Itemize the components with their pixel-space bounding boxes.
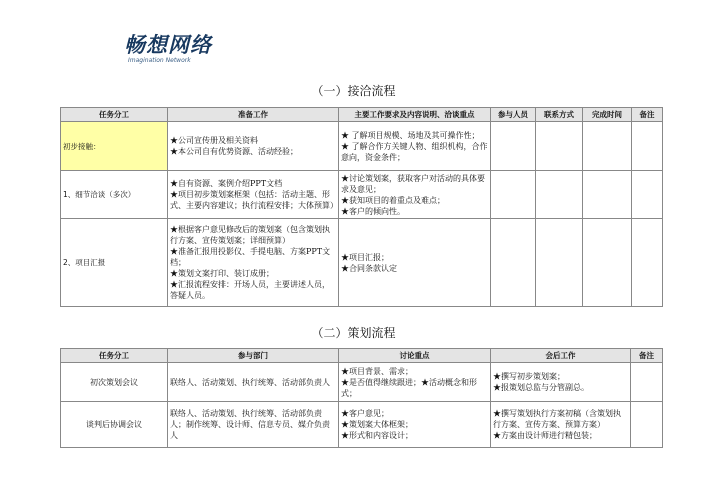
prep-line: ★准备汇报用投影仪、手提电脑、方案PPT文档； bbox=[170, 247, 331, 267]
header-main: 主要工作要求及内容说明、洽谈重点 bbox=[339, 108, 491, 122]
main-cell bbox=[339, 171, 491, 219]
header-focus: 讨论重点 bbox=[339, 349, 491, 363]
after-cell bbox=[491, 363, 631, 402]
main-cell bbox=[339, 219, 491, 307]
prep-cell bbox=[168, 219, 339, 307]
main-line: ★合同条款认定 bbox=[341, 263, 397, 273]
header-prep: 准备工作 bbox=[168, 108, 339, 122]
focus-line: ★是否值得继续跟进；★活动概念和形式； bbox=[341, 377, 477, 398]
empty-cell bbox=[583, 219, 632, 307]
main-line: ★客户的倾向性。 bbox=[341, 206, 405, 216]
after-cell bbox=[491, 402, 631, 448]
prep-cell bbox=[168, 171, 339, 219]
empty-cell bbox=[491, 171, 536, 219]
section-1-title: （一）接洽流程 bbox=[311, 84, 396, 98]
header-after: 会后工作 bbox=[491, 349, 631, 363]
task-cell: 1、细节洽谈（多次） bbox=[61, 171, 168, 219]
prep-line: ★根据客户意见修改后的策划案（包含策划执行方案、宣传策划案；详细预算） bbox=[170, 225, 330, 245]
prep-line: ★本公司自有优势资源、活动经验； bbox=[170, 147, 298, 156]
after-line: ★报策划总监与分管副总。 bbox=[493, 383, 589, 392]
focus-line: ★形式和内容设计； bbox=[341, 431, 413, 440]
section-2-title: （二）策划流程 bbox=[311, 326, 396, 340]
table-header-row bbox=[61, 108, 663, 122]
dept-cell: 联络人、活动策划、执行统筹、活动部负责人 bbox=[168, 363, 339, 402]
prep-line: ★策划文案打印、装订成册； bbox=[170, 269, 274, 278]
task-cell: 2、项目汇报 bbox=[61, 219, 168, 307]
focus-line: ★策划案大体框架； bbox=[341, 420, 413, 429]
header-participants: 参与人员 bbox=[491, 108, 536, 122]
focus-line: ★客户意见； bbox=[341, 409, 389, 418]
header-remarks: 备注 bbox=[632, 108, 663, 122]
empty-cell bbox=[583, 122, 632, 171]
focus-cell bbox=[339, 363, 491, 402]
header-contact: 联系方式 bbox=[536, 108, 583, 122]
task-cell: 初次策划会议 bbox=[61, 363, 168, 402]
main-cell bbox=[339, 122, 491, 171]
contact-process-table bbox=[60, 107, 663, 307]
header-task: 任务分工 bbox=[61, 349, 168, 363]
empty-cell bbox=[631, 363, 663, 402]
header-task: 任务分工 bbox=[61, 108, 168, 122]
empty-cell bbox=[536, 171, 583, 219]
table-row bbox=[61, 363, 663, 402]
header-deadline: 完成时间 bbox=[583, 108, 632, 122]
table-row bbox=[61, 122, 663, 171]
after-line: ★方案由设计师进行精包装； bbox=[493, 431, 597, 440]
logo-name-en: Imagination Network bbox=[128, 57, 191, 64]
empty-cell bbox=[583, 171, 632, 219]
prep-cell bbox=[168, 122, 339, 171]
focus-cell bbox=[339, 402, 491, 448]
main-line: ★ 了解合作方关键人物、组织机构，合作意向，资金条件； bbox=[341, 141, 488, 162]
main-line: ★项目汇报； bbox=[341, 252, 389, 262]
prep-line: ★项目初步策划案框架（包括：活动主题、形式、主要内容建议；执行流程安排；大体预算） bbox=[170, 190, 338, 210]
main-line: ★获知项目的着重点及难点； bbox=[341, 195, 445, 205]
empty-cell bbox=[632, 219, 663, 307]
empty-cell bbox=[536, 219, 583, 307]
task-cell: 初步接触： bbox=[61, 122, 168, 171]
empty-cell bbox=[491, 122, 536, 171]
empty-cell bbox=[491, 219, 536, 307]
table-header-row bbox=[61, 349, 663, 363]
empty-cell bbox=[631, 402, 663, 448]
empty-cell bbox=[632, 122, 663, 171]
main-line: ★ 了解项目规模、场地及其可操作性； bbox=[341, 130, 480, 140]
table-row bbox=[61, 402, 663, 448]
table-row bbox=[61, 171, 663, 219]
header-remarks: 备注 bbox=[631, 349, 663, 363]
table-row bbox=[61, 219, 663, 307]
logo-name-cn: 畅想网络 bbox=[124, 33, 212, 57]
main-line: ★讨论策划案，获取客户对活动的具体要求及意见； bbox=[341, 173, 485, 194]
prep-line: ★汇报流程安排：开场人员，主要讲述人员，答疑人员。 bbox=[170, 280, 330, 300]
dept-cell: 联络人、活动策划、执行统筹、活动部负责人；制作统筹、设计师、信息专员、媒介负责人 bbox=[168, 402, 339, 448]
empty-cell bbox=[632, 171, 663, 219]
after-line: ★撰写策划执行方案初稿（含策划执行方案、宣传方案、预算方案） bbox=[493, 409, 621, 429]
company-logo bbox=[124, 33, 234, 67]
header-dept: 参与部门 bbox=[168, 349, 339, 363]
empty-cell bbox=[536, 122, 583, 171]
task-cell: 谈判后协调会议 bbox=[61, 402, 168, 448]
prep-line: ★自有资源、案例介绍PPT文档 bbox=[170, 179, 283, 188]
planning-process-table bbox=[60, 348, 663, 448]
after-line: ★撰写初步策划案； bbox=[493, 372, 565, 381]
focus-line: ★项目背景、需求； bbox=[341, 366, 413, 376]
prep-line: ★公司宣传册及相关资料 bbox=[170, 136, 258, 145]
